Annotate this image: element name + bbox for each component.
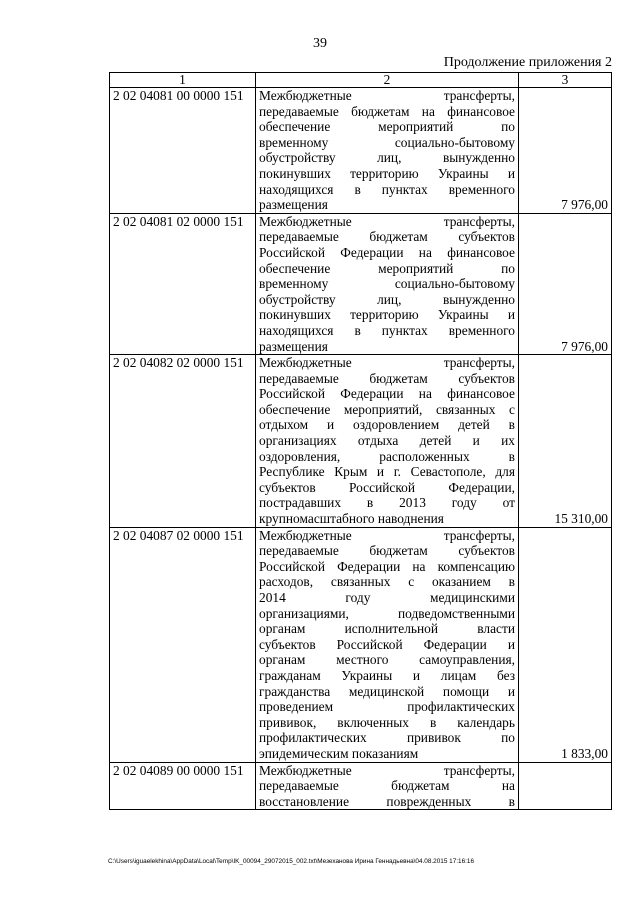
description-line: субъектов Российской Федерации, [259, 479, 515, 495]
description [256, 762, 519, 810]
description-line: гражданам Украины и лицам без [259, 667, 515, 683]
description-line: профилактических прививок по [259, 730, 515, 746]
column-header-description: 2 [256, 73, 519, 88]
description-line: передаваемые бюджетам субъектов [259, 543, 515, 559]
description [256, 213, 519, 354]
column-header-amount: 3 [519, 73, 612, 88]
budget-code: 2 02 04081 00 0000 151 [110, 88, 256, 214]
description [256, 355, 519, 528]
budget-code: 2 02 04087 02 0000 151 [110, 527, 256, 762]
table-row [110, 762, 612, 810]
description-line: органам исполнительной власти [259, 621, 515, 637]
table-row [110, 527, 612, 762]
description-line: организациями, подведомственными [259, 605, 515, 621]
column-header-code: 1 [110, 73, 256, 88]
amount: 15 310,00 [519, 355, 612, 528]
description [256, 527, 519, 762]
description-line: 2014 году медицинскими [259, 590, 515, 605]
description-line: эпидемическим показаниям [259, 745, 419, 761]
budget-table [109, 72, 612, 810]
description-line: находящихся в пунктах временного [259, 322, 515, 338]
description-line: Межбюджетные трансферты, [259, 527, 515, 543]
description-line: организациях отдыха детей и их [259, 433, 515, 449]
description-line: прививок, включенных в календарь [259, 714, 515, 730]
amount: 7 976,00 [519, 213, 612, 354]
description-line: расходов, связанных с оказанием в [259, 574, 515, 590]
table-row [110, 355, 612, 528]
description-line: органам местного самоуправления, [259, 652, 515, 668]
amount: 1 833,00 [519, 527, 612, 762]
description-line: крупномасштабного наводнения [259, 511, 444, 527]
budget-code: 2 02 04082 02 0000 151 [110, 355, 256, 528]
description-line: размещения [259, 197, 328, 213]
description-line: субъектов Российской Федерации и [259, 636, 515, 652]
description-line: временному социально-бытовому [259, 134, 515, 150]
description-line: Межбюджетные трансферты, [259, 88, 515, 103]
description-line: восстановление поврежденных в [259, 793, 515, 809]
description-line: Республике Крым и г. Севастополе, для [259, 464, 515, 480]
description-line: пострадавших в 2013 году от [259, 495, 515, 511]
description-line: обустройству лиц, вынужденно [259, 150, 515, 166]
description-line: Межбюджетные трансферты, [259, 355, 515, 371]
budget-code: 2 02 04081 02 0000 151 [110, 213, 256, 354]
description-line: обеспечение мероприятий по [259, 119, 515, 135]
description-line: находящихся в пунктах временного [259, 181, 515, 197]
description-line: обустройству лиц, вынужденно [259, 291, 515, 307]
description [256, 88, 519, 214]
amount [519, 762, 612, 810]
budget-code: 2 02 04089 00 0000 151 [110, 762, 256, 810]
description-line: Российской Федерации на финансовое [259, 244, 515, 260]
table-row [110, 213, 612, 354]
page-number: 39 [313, 36, 327, 51]
description-line: Российской Федерации на финансовое [259, 386, 515, 402]
table-row [110, 88, 612, 214]
description-line: передаваемые бюджетам на финансовое [259, 103, 515, 119]
description-line: отдыхом и оздоровлением детей в [259, 417, 515, 433]
description-line: передаваемые бюджетам субъектов [259, 229, 515, 245]
table-header-row [110, 73, 612, 88]
description-line: Российской Федерации на компенсацию [259, 558, 515, 574]
description-line: покинувших территорию Украины и [259, 307, 515, 323]
description-line: передаваемые бюджетам субъектов [259, 370, 515, 386]
description-line: гражданства медицинской помощи и [259, 683, 515, 699]
description-line: размещения [259, 338, 328, 354]
description-line: передаваемые бюджетам на [259, 778, 515, 794]
description-line: временному социально-бытовому [259, 276, 515, 292]
description-line: обеспечение мероприятий, связанных с [259, 401, 515, 417]
footer-file-path: C:\Users\iguaelekhina\AppData\Local\Temp\IK_00094_29072015_002.txt\Мезеханова Ирина Геннадьевна\04.08.2015 17:16:16 [108, 858, 475, 865]
description-line: проведением профилактических [259, 699, 515, 715]
amount: 7 976,00 [519, 88, 612, 214]
description-line: оздоровления, расположенных в [259, 448, 515, 464]
continuation-label: Продолжение приложения 2 [443, 55, 612, 70]
description-line: обеспечение мероприятий по [259, 260, 515, 276]
description-line: покинувших территорию Украины и [259, 165, 515, 181]
description-line: Межбюджетные трансферты, [259, 213, 515, 229]
description-line: Межбюджетные трансферты, [259, 762, 515, 778]
